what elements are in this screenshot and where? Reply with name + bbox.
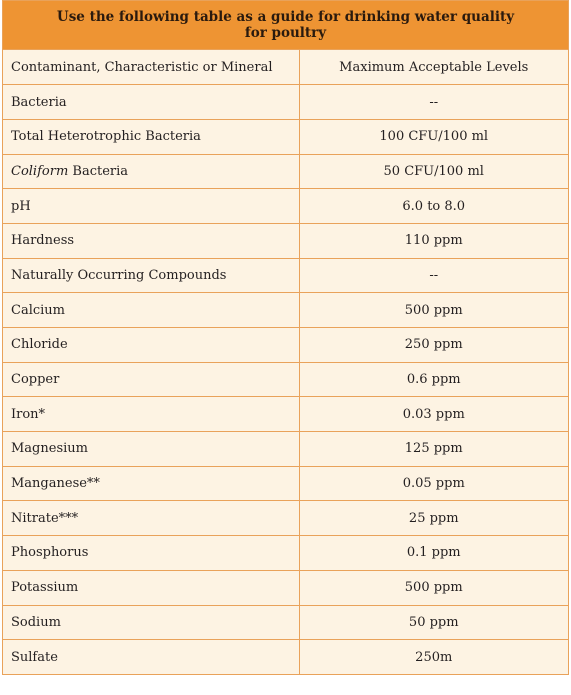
table-row (3, 501, 568, 536)
row-value: 125 ppm (299, 432, 568, 467)
row-name: Manganese** (3, 466, 299, 501)
table-row (3, 397, 568, 432)
table-row (3, 605, 568, 640)
row-name: Iron* (3, 397, 299, 432)
row-value: 0.05 ppm (299, 466, 568, 501)
row-value: 500 ppm (299, 570, 568, 605)
table-row (3, 432, 568, 467)
table-title (3, 1, 568, 50)
row-value: 250 ppm (299, 328, 568, 363)
row-value: 0.03 ppm (299, 397, 568, 432)
row-name: Nitrate*** (3, 501, 299, 536)
row-name: Naturally Occurring Compounds (3, 258, 299, 293)
table-row (3, 328, 568, 363)
row-value: 250m (299, 640, 568, 675)
row-name (3, 154, 299, 189)
row-value: -- (299, 85, 568, 120)
table-header-row (3, 50, 568, 85)
table-row (3, 466, 568, 501)
table-row (3, 570, 568, 605)
table-row (3, 189, 568, 224)
row-name: Total Heterotrophic Bacteria (3, 119, 299, 154)
row-name: Potassium (3, 570, 299, 605)
table-row (3, 85, 568, 120)
row-name: Copper (3, 362, 299, 397)
row-name: Sodium (3, 605, 299, 640)
header-contaminant: Contaminant, Characteristic or Mineral (3, 50, 299, 85)
table-row (3, 362, 568, 397)
table-title-line-2: for poultry (244, 25, 327, 41)
row-name: Sulfate (3, 640, 299, 675)
header-max-levels: Maximum Acceptable Levels (299, 50, 568, 85)
row-value: 6.0 to 8.0 (299, 189, 568, 224)
row-name: Calcium (3, 293, 299, 328)
row-value: 25 ppm (299, 501, 568, 536)
row-name: Phosphorus (3, 536, 299, 571)
table-title-line-1: Use the following table as a guide for drinking water quality (56, 9, 515, 25)
row-name: Magnesium (3, 432, 299, 467)
row-name: Bacteria (3, 85, 299, 120)
table-row (3, 154, 568, 189)
table-row (3, 119, 568, 154)
table-row (3, 640, 568, 675)
row-value: 500 ppm (299, 293, 568, 328)
table-row (3, 223, 568, 258)
row-name-rest: Bacteria (68, 163, 129, 179)
water-quality-table-card (2, 0, 569, 675)
table-row (3, 258, 568, 293)
row-value: -- (299, 258, 568, 293)
row-value: 100 CFU/100 ml (299, 119, 568, 154)
row-value: 110 ppm (299, 223, 568, 258)
row-name-italic: Coliform (11, 163, 69, 179)
row-name: Chloride (3, 328, 299, 363)
row-value: 0.6 ppm (299, 362, 568, 397)
row-value: 0.1 ppm (299, 536, 568, 571)
row-name: pH (3, 189, 299, 224)
table-row (3, 536, 568, 571)
table-row (3, 293, 568, 328)
row-value: 50 CFU/100 ml (299, 154, 568, 189)
water-quality-table (3, 50, 568, 674)
row-name: Hardness (3, 223, 299, 258)
row-value: 50 ppm (299, 605, 568, 640)
